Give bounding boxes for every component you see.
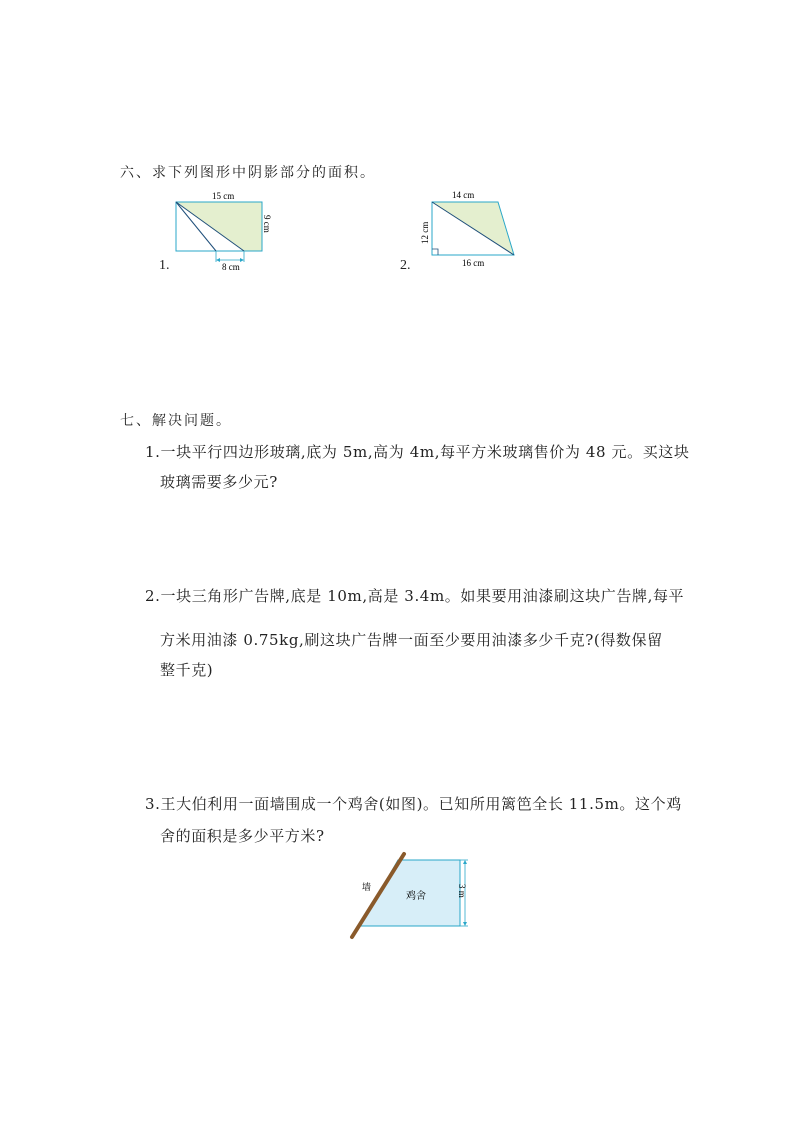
figure2-diagram [412, 186, 522, 272]
fig1-bottom-label: 8 cm [222, 262, 240, 272]
section7-heading: 七、解决问题。 [120, 413, 232, 429]
shaded-region-1 [176, 202, 262, 251]
q2-line2: 方米用油漆 0.75kg,刷这块广告牌一面至少要用油漆多少千克?(得数保留 [160, 631, 663, 649]
q2-line1: 2.一块三角形广告牌,底是 10m,高是 3.4m。如果要用油漆刷这块广告牌,每平 [145, 587, 685, 605]
figure2-label: 2. [400, 258, 411, 273]
wall-label: 墙 [362, 882, 372, 892]
coop-label: 鸡舍 [406, 891, 426, 902]
chicken-coop-diagram [340, 848, 475, 944]
figure1-diagram [170, 190, 280, 272]
fig2-bottom-label: 16 cm [462, 258, 485, 268]
q1-line2: 玻璃需要多少元? [160, 473, 278, 491]
fig2-top-label: 14 cm [452, 190, 475, 200]
fig1-side-label: 9 cm [262, 215, 272, 233]
fig1-top-label: 15 cm [212, 191, 235, 201]
fig2-side-label: 12 cm [420, 221, 430, 244]
q1-line1: 1.一块平行四边形玻璃,底为 5m,高为 4m,每平方米玻璃售价为 48 元。买这块 [145, 443, 690, 461]
q2-line3: 整千克) [160, 661, 214, 679]
q3-line2: 舍的面积是多少平方米? [160, 827, 325, 845]
section6-heading: 六、求下列图形中阴影部分的面积。 [120, 165, 376, 181]
figure1-label: 1. [159, 258, 170, 273]
right-angle-mark [432, 249, 438, 255]
q3-line1: 3.王大伯利用一面墙围成一个鸡舍(如图)。已知所用篱笆全长 11.5m。这个鸡 [145, 795, 682, 813]
coop-height-label: 3 m [457, 884, 467, 898]
